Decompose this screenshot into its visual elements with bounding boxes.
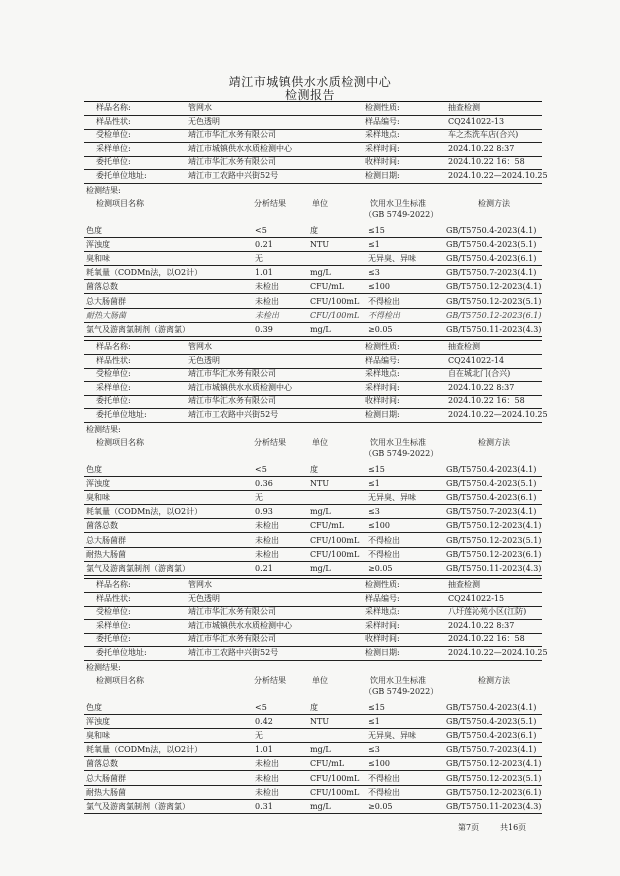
row-item: 耐热大肠菌 — [86, 787, 126, 797]
report-title-line2: 检测报告 — [284, 88, 335, 102]
row-unit: mg/L — [310, 507, 331, 517]
col-header-standard-code: （GB 5749-2022） — [364, 209, 439, 219]
row-item: 臭和味 — [86, 493, 110, 502]
value-sampling-site: 八圩莲沁苑小区(江防) — [448, 607, 527, 617]
label-sample-prop: 样品性状: — [96, 116, 131, 126]
row-unit: CFU/100mL — [310, 535, 360, 545]
row-standard: ≤100 — [368, 759, 390, 769]
row-method: GB/T5750.4-2023(4.1) — [446, 225, 537, 235]
table-row-rule — [84, 490, 542, 491]
block-top-rule — [84, 340, 542, 341]
col-header-unit: 单位 — [312, 437, 328, 447]
row-unit: CFU/100mL — [310, 296, 360, 306]
col-header-result: 分析结果 — [254, 198, 286, 208]
table-row-rule — [84, 742, 542, 743]
col-header-item: 检测项目名称 — [96, 198, 144, 208]
row-standard: ≤3 — [368, 268, 380, 278]
results-label: 检测结果: — [86, 662, 121, 672]
row-item: 氯气及游离氯制剂（游离氯） — [86, 802, 190, 811]
label-sample-prop: 样品性状: — [96, 593, 131, 603]
row-method: GB/T5750.4-2023(6.1) — [446, 731, 537, 740]
value-sample-name: 管网水 — [188, 580, 212, 589]
row-result: 无 — [255, 254, 263, 263]
block-top-rule — [84, 578, 542, 579]
row-standard: ≥0.05 — [368, 802, 393, 811]
col-header-method: 检测方法 — [478, 198, 510, 208]
row-standard: ≤100 — [368, 521, 390, 531]
row-method: GB/T5750.7-2023(4.1) — [446, 507, 537, 517]
row-unit: NTU — [310, 239, 330, 249]
row-unit: CFU/mL — [310, 759, 345, 769]
row-result: 1.01 — [255, 268, 273, 278]
row-result: 未检出 — [255, 549, 279, 559]
label-sample-no: 样品编号: — [365, 593, 400, 603]
row-item: 色度 — [86, 464, 102, 474]
row-standard: ≥0.05 — [368, 325, 393, 334]
row-method: GB/T5750.12-2023(4.1) — [446, 521, 542, 531]
row-standard: 不得检出 — [368, 549, 400, 559]
label-test-date: 检测日期: — [365, 171, 400, 180]
table-row-rule — [84, 756, 542, 757]
row-result: 未检出 — [255, 773, 279, 783]
table-row-rule — [84, 322, 542, 323]
row-item: 总大肠菌群 — [86, 773, 126, 783]
row-standard: 不得检出 — [368, 773, 400, 783]
col-header-standard-code: （GB 5749-2022） — [364, 448, 439, 458]
row-result: 无 — [255, 493, 263, 502]
label-test-date: 检测日期: — [365, 410, 400, 419]
row-result: <5 — [255, 702, 267, 712]
results-label: 检测结果: — [86, 185, 121, 195]
value-sample-prop: 无色透明 — [188, 116, 220, 126]
label-sampling-unit: 采样单位: — [96, 143, 131, 153]
value-test-nature: 抽查检测 — [448, 103, 480, 112]
row-unit: CFU/100mL — [310, 549, 360, 559]
row-result: 未检出 — [255, 535, 279, 545]
row-item: 浑浊度 — [86, 716, 110, 726]
row-item: 色度 — [86, 702, 102, 712]
table-row-rule — [84, 714, 542, 715]
value-receive-time: 2024.10.22 16：58 — [448, 634, 525, 644]
label-sample-name: 样品名称: — [96, 580, 131, 589]
row-result: <5 — [255, 464, 267, 474]
row-result: 未检出 — [255, 521, 279, 531]
label-test-nature: 检测性质: — [365, 103, 400, 112]
label-inspected-unit: 受检单位: — [96, 130, 131, 140]
row-standard: 不得检出 — [368, 296, 400, 306]
row-unit: mg/L — [310, 564, 331, 573]
header-row-rule — [84, 183, 542, 184]
label-sampling-unit: 采样单位: — [96, 382, 131, 392]
row-method: GB/T5750.12-2023(5.1) — [446, 773, 542, 783]
value-test-date: 2024.10.22—2024.10.25 — [448, 648, 548, 657]
row-item: 总大肠菌群 — [86, 296, 126, 306]
value-test-nature: 抽查检测 — [448, 580, 480, 589]
row-method: GB/T5750.11-2023(4.3) — [446, 564, 542, 573]
label-client-address: 委托单位地址: — [96, 648, 147, 657]
value-client-unit: 靖江市华汇水务有限公司 — [188, 396, 276, 406]
row-unit: CFU/mL — [310, 282, 345, 292]
label-sampling-time: 采样时间: — [365, 143, 400, 153]
col-header-item: 检测项目名称 — [96, 675, 144, 685]
row-unit: CFU/100mL — [310, 310, 360, 320]
report-title-line1: 靖江市城镇供水水质检测中心 — [228, 75, 392, 89]
value-client-address: 靖江市工农路中兴街52号 — [188, 171, 279, 180]
value-client-unit: 靖江市华汇水务有限公司 — [188, 157, 276, 167]
row-standard: 无异臭、异味 — [368, 731, 416, 740]
label-sample-no: 样品编号: — [365, 116, 400, 126]
row-unit: CFU/100mL — [310, 773, 360, 783]
row-item: 耗氧量（CODMn法，以O2计） — [86, 268, 203, 278]
row-unit: mg/L — [310, 325, 331, 334]
label-sampling-site: 采样地点: — [365, 607, 400, 617]
value-test-date: 2024.10.22—2024.10.25 — [448, 410, 548, 419]
col-header-item: 检测项目名称 — [96, 437, 144, 447]
row-unit: NTU — [310, 716, 330, 726]
row-result: 0.31 — [255, 802, 273, 811]
row-unit: mg/L — [310, 268, 331, 278]
col-header-standard: 饮用水卫生标准 — [370, 437, 426, 447]
row-item: 色度 — [86, 225, 102, 235]
value-sampling-time: 2024.10.22 8:37 — [448, 620, 515, 630]
value-sample-name: 管网水 — [188, 103, 212, 112]
label-sampling-time: 采样时间: — [365, 382, 400, 392]
col-header-method: 检测方法 — [478, 675, 510, 685]
table-row-rule — [84, 279, 542, 280]
label-receive-time: 收样时间: — [365, 634, 400, 644]
table-row-rule — [84, 265, 542, 266]
row-result: 未检出 — [255, 759, 279, 769]
row-standard: ≤15 — [368, 464, 385, 474]
value-client-address: 靖江市工农路中兴街52号 — [188, 410, 279, 419]
label-sampling-site: 采样地点: — [365, 369, 400, 379]
table-row-rule — [84, 476, 542, 477]
results-label: 检测结果: — [86, 424, 121, 434]
label-receive-time: 收样时间: — [365, 157, 400, 167]
row-method: GB/T5750.12-2023(5.1) — [446, 296, 542, 306]
row-standard: 不得检出 — [368, 787, 400, 797]
table-row-rule — [84, 770, 542, 771]
label-client-address: 委托单位地址: — [96, 171, 147, 180]
header-row-rule — [84, 422, 542, 423]
table-row-rule — [84, 728, 542, 729]
row-method: GB/T5750.4-2023(5.1) — [446, 716, 537, 726]
row-result: 无 — [255, 731, 263, 740]
value-sampling-site: 自在城北门(合兴) — [448, 369, 511, 379]
row-unit: 度 — [310, 702, 318, 712]
row-item: 菌落总数 — [86, 759, 118, 769]
row-standard: ≤1 — [368, 239, 380, 249]
table-row-rule — [84, 518, 542, 519]
row-standard: 无异臭、异味 — [368, 493, 416, 502]
col-header-standard: 饮用水卫生标准 — [370, 675, 426, 685]
label-sample-name: 样品名称: — [96, 103, 131, 112]
col-header-standard-code: （GB 5749-2022） — [364, 686, 439, 696]
row-result: 0.36 — [255, 478, 273, 488]
row-standard: ≤100 — [368, 282, 390, 292]
table-row-rule — [84, 237, 542, 238]
row-item: 总大肠菌群 — [86, 535, 126, 545]
row-item: 浑浊度 — [86, 239, 110, 249]
row-method: GB/T5750.12-2023(5.1) — [446, 535, 542, 545]
table-row-rule — [84, 785, 542, 786]
row-result: 0.42 — [255, 716, 273, 726]
row-item: 耗氧量（CODMn法，以O2计） — [86, 507, 203, 517]
row-standard: ≤3 — [368, 507, 380, 517]
row-unit: CFU/100mL — [310, 787, 360, 797]
value-sample-no: CQ241022-14 — [448, 355, 505, 365]
row-method: GB/T5750.11-2023(4.3) — [446, 802, 542, 811]
row-result: 0.21 — [255, 564, 273, 573]
value-sample-prop: 无色透明 — [188, 355, 220, 365]
table-row-rule — [84, 251, 542, 252]
row-method: GB/T5750.7-2023(4.1) — [446, 268, 537, 278]
row-unit: 度 — [310, 225, 318, 235]
row-unit: mg/L — [310, 802, 331, 811]
row-item: 菌落总数 — [86, 282, 118, 292]
row-method: GB/T5750.12-2023(6.1) — [446, 310, 542, 320]
row-result: 未检出 — [255, 282, 279, 292]
page-number: 第7页 — [458, 823, 480, 832]
value-inspected-unit: 靖江市华汇水务有限公司 — [188, 369, 276, 379]
value-sampling-unit: 靖江市城镇供水水质检测中心 — [188, 382, 292, 392]
label-sampling-time: 采样时间: — [365, 620, 400, 630]
row-method: GB/T5750.4-2023(6.1) — [446, 254, 537, 263]
label-client-address: 委托单位地址: — [96, 410, 147, 419]
row-standard: 不得检出 — [368, 310, 400, 320]
table-row-rule — [84, 799, 542, 800]
row-unit: 度 — [310, 464, 318, 474]
value-sample-no: CQ241022-15 — [448, 593, 505, 603]
col-header-result: 分析结果 — [254, 675, 286, 685]
label-test-date: 检测日期: — [365, 648, 400, 657]
row-method: GB/T5750.7-2023(4.1) — [446, 745, 537, 755]
row-unit: NTU — [310, 478, 330, 488]
value-inspected-unit: 靖江市华汇水务有限公司 — [188, 130, 276, 140]
row-result: <5 — [255, 225, 267, 235]
row-result: 0.93 — [255, 507, 273, 517]
row-standard: ≤15 — [368, 702, 385, 712]
row-item: 氯气及游离氯制剂（游离氯） — [86, 564, 190, 573]
row-method: GB/T5750.11-2023(4.3) — [446, 325, 542, 334]
row-method: GB/T5750.4-2023(4.1) — [446, 464, 537, 474]
col-header-unit: 单位 — [312, 675, 328, 685]
label-client-unit: 委托单位: — [96, 157, 131, 167]
row-unit: mg/L — [310, 745, 331, 755]
row-item: 耗氧量（CODMn法，以O2计） — [86, 745, 203, 755]
header-row-rule — [84, 660, 542, 661]
row-item: 耐热大肠菌 — [86, 549, 126, 559]
row-item: 耐热大肠菌 — [86, 310, 126, 320]
row-standard: ≤1 — [368, 716, 380, 726]
table-row-rule — [84, 575, 542, 576]
row-item: 氯气及游离氯制剂（游离氯） — [86, 325, 190, 334]
value-test-date: 2024.10.22—2024.10.25 — [448, 171, 548, 180]
row-result: 未检出 — [255, 296, 279, 306]
table-row-rule — [84, 561, 542, 562]
row-standard: ≤1 — [368, 478, 380, 488]
label-sample-name: 样品名称: — [96, 342, 131, 351]
row-item: 浑浊度 — [86, 478, 110, 488]
value-sample-name: 管网水 — [188, 342, 212, 351]
table-row-rule — [84, 813, 542, 814]
value-sampling-time: 2024.10.22 8:37 — [448, 143, 515, 153]
row-item: 菌落总数 — [86, 521, 118, 531]
row-standard: 不得检出 — [368, 535, 400, 545]
label-inspected-unit: 受检单位: — [96, 607, 131, 617]
value-sampling-unit: 靖江市城镇供水水质检测中心 — [188, 143, 292, 153]
table-row-rule — [84, 308, 542, 309]
col-header-result: 分析结果 — [254, 437, 286, 447]
col-header-method: 检测方法 — [478, 437, 510, 447]
label-sample-prop: 样品性状: — [96, 355, 131, 365]
table-row-rule — [84, 336, 542, 337]
row-method: GB/T5750.12-2023(4.1) — [446, 282, 542, 292]
value-receive-time: 2024.10.22 16：58 — [448, 157, 525, 167]
row-method: GB/T5750.12-2023(6.1) — [446, 787, 542, 797]
row-result: 0.39 — [255, 325, 273, 334]
label-test-nature: 检测性质: — [365, 342, 400, 351]
value-receive-time: 2024.10.22 16：58 — [448, 396, 525, 406]
label-client-unit: 委托单位: — [96, 634, 131, 644]
value-client-unit: 靖江市华汇水务有限公司 — [188, 634, 276, 644]
row-item: 臭和味 — [86, 254, 110, 263]
row-result: 未检出 — [255, 310, 279, 320]
label-sampling-unit: 采样单位: — [96, 620, 131, 630]
label-client-unit: 委托单位: — [96, 396, 131, 406]
row-method: GB/T5750.4-2023(5.1) — [446, 478, 537, 488]
value-sampling-site: 车之杰洗车店(合兴) — [448, 130, 519, 140]
value-client-address: 靖江市工农路中兴街52号 — [188, 648, 279, 657]
row-result: 未检出 — [255, 787, 279, 797]
table-row-rule — [84, 547, 542, 548]
col-header-unit: 单位 — [312, 198, 328, 208]
row-result: 0.21 — [255, 239, 273, 249]
row-standard: ≤15 — [368, 225, 385, 235]
label-inspected-unit: 受检单位: — [96, 369, 131, 379]
table-row-rule — [84, 293, 542, 294]
row-method: GB/T5750.4-2023(5.1) — [446, 239, 537, 249]
value-sampling-time: 2024.10.22 8:37 — [448, 382, 515, 392]
row-method: GB/T5750.4-2023(6.1) — [446, 493, 537, 502]
row-method: GB/T5750.12-2023(6.1) — [446, 549, 542, 559]
value-sample-prop: 无色透明 — [188, 593, 220, 603]
row-method: GB/T5750.12-2023(4.1) — [446, 759, 542, 769]
label-sampling-site: 采样地点: — [365, 130, 400, 140]
label-receive-time: 收样时间: — [365, 396, 400, 406]
col-header-standard: 饮用水卫生标准 — [370, 198, 426, 208]
value-test-nature: 抽查检测 — [448, 342, 480, 351]
value-sampling-unit: 靖江市城镇供水水质检测中心 — [188, 620, 292, 630]
page-total: 共16页 — [500, 823, 527, 832]
value-inspected-unit: 靖江市华汇水务有限公司 — [188, 607, 276, 617]
row-method: GB/T5750.4-2023(4.1) — [446, 702, 537, 712]
row-result: 1.01 — [255, 745, 273, 755]
label-sample-no: 样品编号: — [365, 355, 400, 365]
row-standard: ≥0.05 — [368, 564, 393, 573]
row-unit: CFU/mL — [310, 521, 345, 531]
block-top-rule — [84, 101, 542, 102]
row-standard: 无异臭、异味 — [368, 254, 416, 263]
row-standard: ≤3 — [368, 745, 380, 755]
label-test-nature: 检测性质: — [365, 580, 400, 589]
value-sample-no: CQ241022-13 — [448, 116, 505, 126]
table-row-rule — [84, 504, 542, 505]
table-row-rule — [84, 532, 542, 533]
row-item: 臭和味 — [86, 731, 110, 740]
